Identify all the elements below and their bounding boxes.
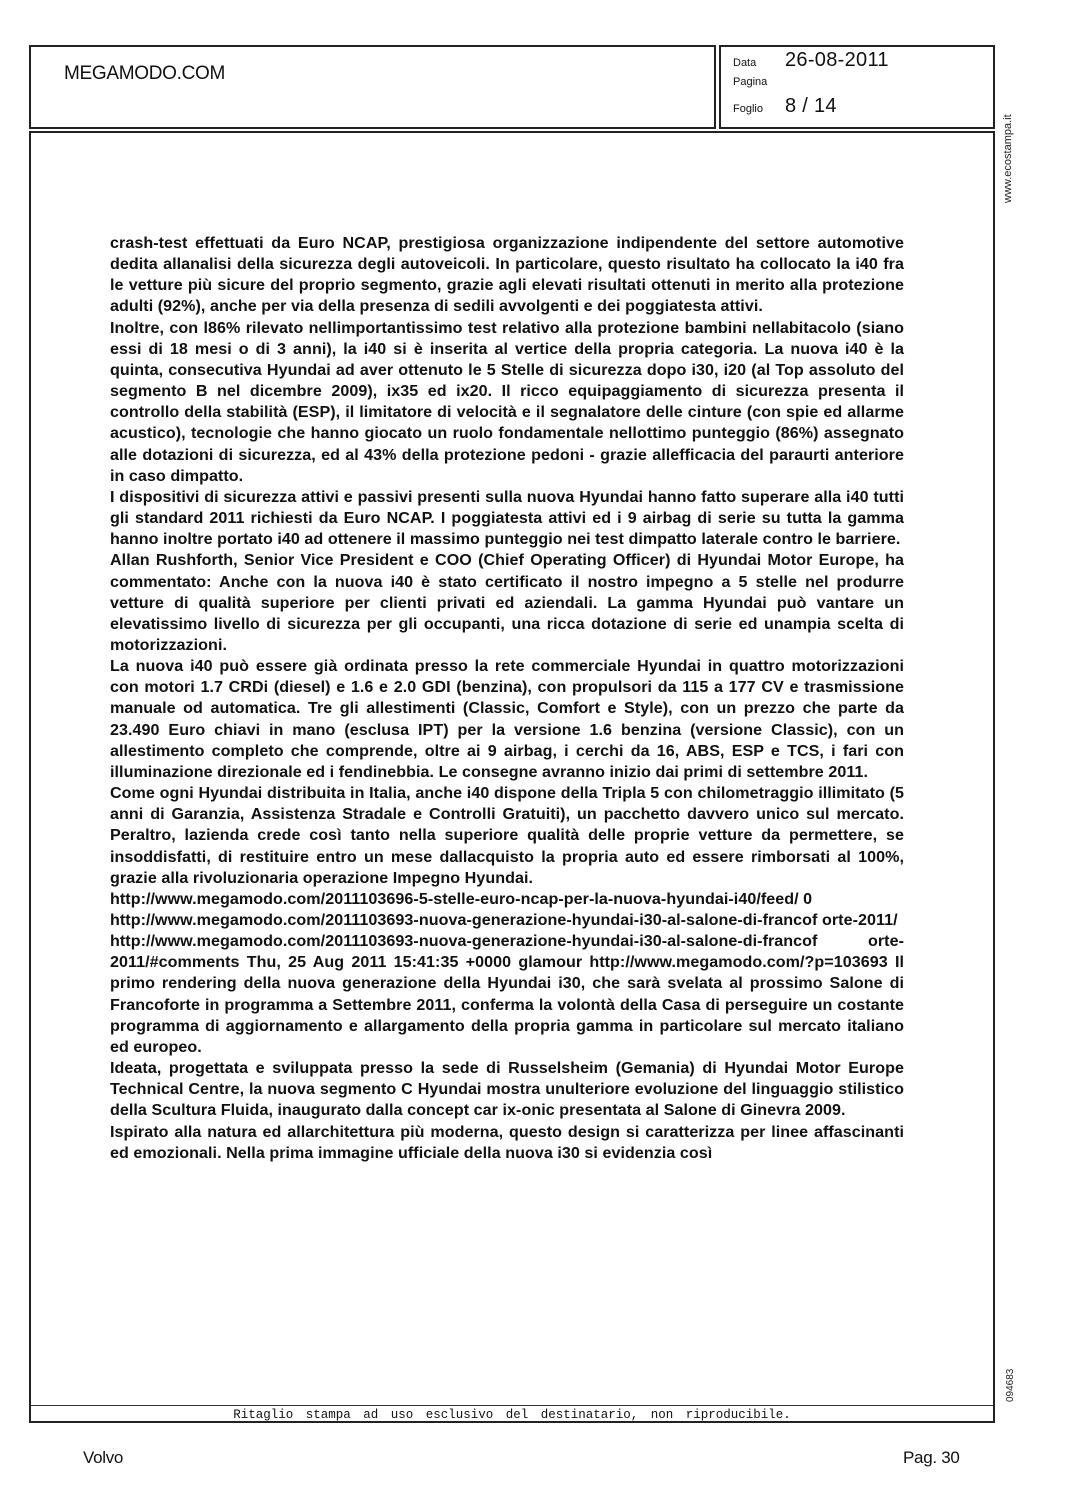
page-number: Pag. 30 <box>903 1448 960 1467</box>
date-value: 26-08-2011 <box>785 49 889 71</box>
header-source-box <box>29 45 716 129</box>
sheet-label: Foglio <box>733 103 763 115</box>
article-paragraph: La nuova i40 può essere già ordinata presso la rete commerciale Hyundai in quattro motorizzazioni con motori 1.7 CRDi (diesel) e 1.6 e 2.0 GDI (benzina), con propulsori da 115 a 177 CV e trasmissione manuale od automatica. Tre gli allestimenti (Classic, Comfort e Style), con un prezzo che parte da 23.490 Euro chiavi in mano (esclusa IPT) per la versione 1.6 benzina (versione Classic), con un allestimento completo che comprende, oltre ai 9 airbag, i cerchi da 16, ABS, ESP e TCS, i fari con illuminazione direzionale ed i fendinebbia. Le consegne avranno inizio dai primi di settembre 2011. <box>110 657 904 781</box>
article-paragraph: Allan Rushforth, Senior Vice President e COO (Chief Operating Officer) di Hyundai Motor Europe, ha commentato: Anche con la nuova i40 è stato certificato il nostro impegno a 5 stelle nel produrre vetture di qualità superiore per clienti privati ed aziendali. La gamma Hyundai può vantare un elevatissimo livello di sicurezza per gli occupanti, una ricca dotazione di serie ed unampia scelta di motorizzazioni. <box>110 551 904 654</box>
article-paragraph: Come ogni Hyundai distribuita in Italia, anche i40 dispone della Tripla 5 con chilometraggio illimitato (5 anni di Garanzia, Assistenza Stradale e Controlli Gratuiti), un pacchetto davvero unico sul mercato. Peraltro, lazienda crede così tanto nella superiore qualità delle proprie vetture da permettere, se insoddisfatti, di restituire entro un mese dallacquisto la propria auto ed essere rimborsati al 100%, grazie alla rivoluzionaria operazione Impegno Hyundai. <box>110 784 904 887</box>
usage-notice: Ritaglio stampa ad uso esclusivo del destinatario, non riproducibile. <box>233 1408 791 1422</box>
ecostampa-watermark: www.ecostampa.it <box>1002 114 1014 203</box>
article-paragraph: Inoltre, con l86% rilevato nellimportantissimo test relativo alla protezione bambini nellabitacolo (siano essi di 18 mesi o di 3 anni), la i40 si è inserita al vertice della propria categoria. La nuova i40 è la quinta, consecutiva Hyundai ad aver ottenuto le 5 Stelle di sicurezza dopo i30, i20 (al Top assoluto del segmento B nel dicembre 2009), ix35 ed ix20. Il ricco equipaggiamento di sicurezza presenta il controllo della stabilità (ESP), il limitatore di velocità e il segnalatore delle cinture (con spie ed allarme acustico), tecnologie che hanno giocato un ruolo fondamentale nellottimo punteggio (86%) assegnato alle dotazioni di sicurezza, ed al 43% della protezione pedoni - grazie allefficacia del paraurti anteriore in caso dimpatto. <box>110 318 904 485</box>
page-label: Pagina <box>733 76 768 88</box>
article-link: http://www.megamodo.com/2011103693-nuova-generazione-hyundai-i30-al-salone-di-francof orte-2011/ <box>110 911 898 929</box>
date-label: Data <box>733 57 757 69</box>
article-text <box>110 233 904 1164</box>
date-row <box>733 49 889 72</box>
page-row <box>733 76 785 88</box>
header-meta-box <box>719 45 995 129</box>
sheet-row <box>733 95 837 118</box>
article-paragraph: http://www.megamodo.com/2011103693-nuova-generazione-hyundai-i30-al-salone-di-francof orte-2011/#comments Thu, 25 Aug 2011 15:41:35 +0000 glamour http://www.megamodo.com/?p=103693 Il primo rendering della nuova generazione della Hyundai i30, che sarà svelata al prossimo Salone di Francoforte in programma a Settembre 2011, conferma la volontà della Casa di perseguire un costante programma di aggiornamento e allargamento della propria gamma in particolare sul mercato italiano ed europeo. <box>110 932 904 1056</box>
footer-divider <box>31 1405 993 1406</box>
publication-name: MEGAMODO.COM <box>64 63 226 84</box>
client-name: Volvo <box>83 1448 124 1467</box>
article-paragraph: Ispirato alla natura ed allarchitettura più moderna, questo design si caratterizza per linee affascinanti ed emozionali. Nella prima immagine ufficiale della nuova i30 si evidenzia così <box>110 1122 904 1162</box>
article-paragraph: Ideata, progettata e sviluppata presso la sede di Russelsheim (Gemania) di Hyundai Motor Europe Technical Centre, la nuova segmento C Hyundai mostra unulteriore evoluzione del linguaggio stilistico della Scultura Fluida, inaugurato dalla concept car ix-onic presentata al Salone di Ginevra 2009. <box>110 1059 904 1120</box>
clipping-body <box>29 131 995 1423</box>
article-link: http://www.megamodo.com/2011103696-5-stelle-euro-ncap-per-la-nuova-hyundai-i40/feed/ 0 <box>110 889 813 908</box>
article-paragraph: I dispositivi di sicurezza attivi e passivi presenti sulla nuova Hyundai hanno fatto superare alla i40 tutti gli standard 2011 richiesti da Euro NCAP. I poggiatesta attivi ed i 9 airbag di serie su tutta la gamma hanno inoltre portato i40 ad ottenere il massimo punteggio nei test dimpatto laterale contro le barriere. <box>110 487 904 549</box>
clipping-code: 094683 <box>1005 1368 1016 1402</box>
article-paragraph: crash-test effettuati da Euro NCAP, prestigiosa organizzazione indipendente del settore automotive dedita allanalisi della sicurezza degli autoveicoli. In particolare, questo risultato ha collocato la i40 fra le vetture più sicure del proprio segmento, grazie agli elevati risultati ottenuti in merito alla protezione adulti (92%), anche per via della presenza di sedili avvolgenti e dei poggiatesta attivi. <box>110 234 904 316</box>
sheet-value: 8 / 14 <box>785 95 837 117</box>
